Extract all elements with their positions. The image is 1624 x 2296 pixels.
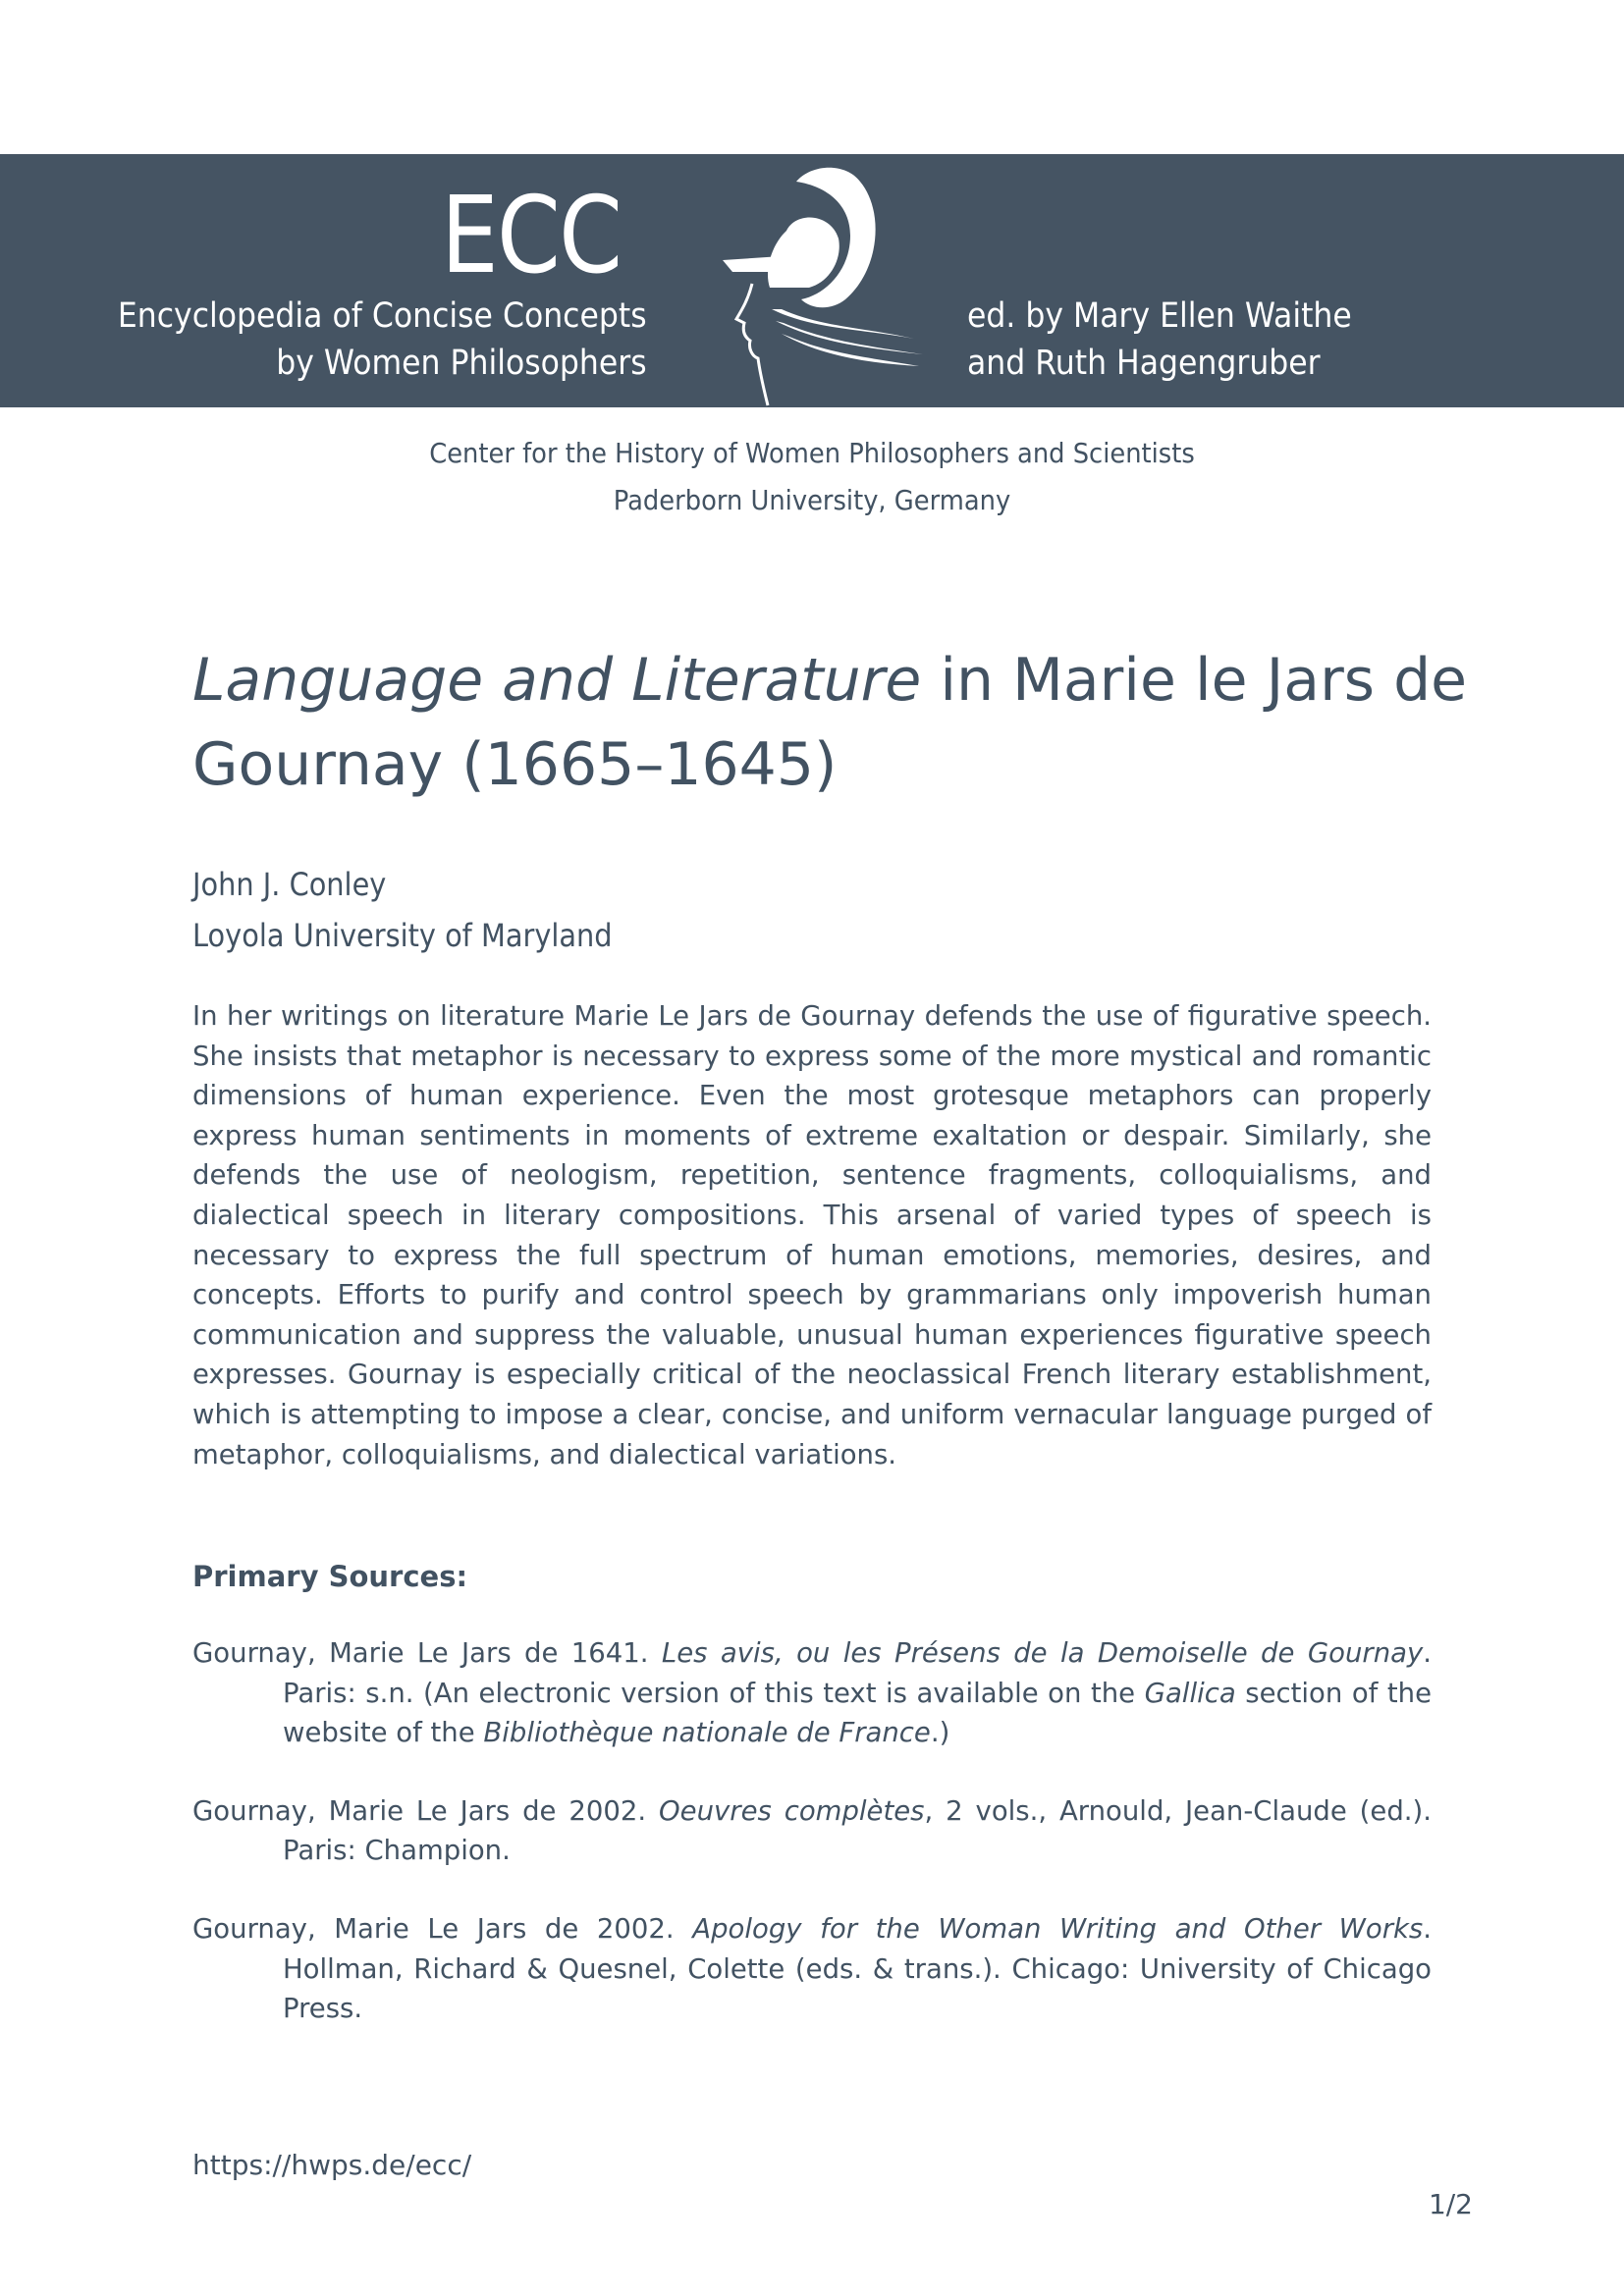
institution — [0, 430, 1624, 524]
author-name: John J. Conley — [192, 866, 387, 903]
encyclopedia-name — [118, 293, 647, 387]
article-title — [192, 638, 1469, 807]
author-affiliation: Loyola University of Maryland — [192, 917, 613, 954]
author-block — [192, 859, 659, 961]
primary-sources-list — [192, 1633, 1432, 2067]
athena-helmet-logo-icon — [713, 162, 925, 407]
reference-item: Gournay, Marie Le Jars de 2002. Apology for the Woman Writing and Other Works. Hollman, Richard & Quesnel, Colette (eds. & trans.). Chicago: University of Chicago Press. — [192, 1912, 1433, 2025]
page-number: 1/2 — [1428, 2188, 1473, 2220]
institution-line-1: Center for the History of Women Philosophers and Scientists — [429, 437, 1195, 469]
abstract-text: In her writings on literature Marie Le Jars de Gournay defends the use of figurative speech. She insists that metaphor is necessary to express some of the more mystical and romantic dimensions of human experience. Even the most grotesque metaphors can properly express human sentiments in moments of extreme exaltation or despair. Similarly, she defends the use of neologism, repetition, sentence fragments, colloquialisms, and dialectical speech in literary compositions. This arsenal of varied types of speech is necessary to express the full spectrum of human emotions, memories, desires, and concepts. Efforts to purify and control speech by grammarians only impoverish human communication and suppress the valuable, unusual human experiences figurative speech expresses. Gournay is especially critical of the neoclassical French literary establishment, which is attempting to impose a clear, concise, and uniform vernacular language purged of metaphor, colloquialisms, and dialectical variations. — [192, 1000, 1432, 1470]
abstract — [192, 996, 1432, 1474]
encyclopedia-line-2: by Women Philosophers — [276, 344, 647, 383]
editors-line-2: and Ruth Hagengruber — [967, 344, 1321, 383]
editors-line-1: ed. by Mary Ellen Waithe — [967, 296, 1352, 336]
encyclopedia-line-1: Encyclopedia of Concise Concepts — [118, 296, 647, 336]
ecc-logo-text: ECC — [441, 175, 622, 297]
footer-url-link[interactable]: https://hwps.de/ecc/ — [192, 2149, 472, 2181]
primary-sources-heading: Primary Sources: — [192, 1560, 468, 1593]
editors — [967, 293, 1352, 387]
reference-item: Gournay, Marie Le Jars de 1641. Les avis, ou les Présens de la Demoiselle de Gournay. Paris: s.n. (An electronic version of this text is available on the Gallica section of the website of the Bibliothèque nationale de France.) — [192, 1637, 1432, 1749]
article-title-italic: Language and Literature — [192, 646, 922, 715]
article-title-rest: in Marie le Jars de Gournay (1665–1645) — [192, 646, 1468, 799]
institution-line-2: Paderborn University, Germany — [613, 484, 1011, 516]
reference-item: Gournay, Marie Le Jars de 2002. Oeuvres complètes, 2 vols., Arnould, Jean-Claude (ed.). Paris: Champion. — [192, 1794, 1432, 1867]
